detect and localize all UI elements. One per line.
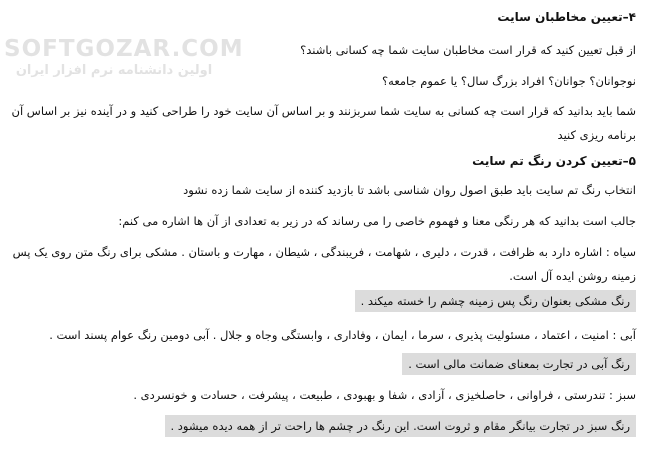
paragraph-color-meanings: جالب است بدانید که هر رنگی معنا و فهموم خاصی را می رساند که در زیر به تعدادی از آن ها اشاره می کنم:: [118, 214, 636, 228]
highlight-black-note-row: [10, 290, 636, 312]
highlight-green-note-row: [10, 415, 636, 437]
paragraph-black-color: سیاه : اشاره دارد به ظرافت ، قدرت ، دلیری ، شهامت ، فریبندگی ، شیطان ، مهارت و باستان . مشکی برای رنگ متن روی یک پس زمینه روشن ایده آل است.: [12, 245, 636, 283]
paragraph-audience-question: از قبل تعیین کنید که قرار است مخاطبان سایت شما چه کسانی باشند؟: [300, 43, 636, 57]
watermark-logo: SOFTGOZAR.COM: [4, 36, 244, 62]
paragraph-color-psychology: انتخاب رنگ تم سایت باید طبق اصول روان شناسی باشد تا بازدید کننده از سایت شما زده نشود: [183, 183, 636, 197]
paragraph-audience-groups: نوجوانان؟ جوانان؟ افراد بزرگ سال؟ یا عموم جامعه؟: [382, 74, 636, 88]
watermark-subtitle: اولین دانشنامه نرم افزار ایران: [15, 63, 213, 78]
paragraph-green-color: سبز : تندرستی ، فراوانی ، حاصلخیزی ، آزادی ، شفا و بهبودی ، طبیعت ، پیشرفت ، حسادت و خونسردی .: [133, 388, 636, 402]
paragraph-audience-planning: شما باید بدانید که قرار است چه کسانی به سایت شما سربزنند و بر اساس آن سایت خود را طراحی کنید و در آینده نیز بر اساس آن برنامه ریزی کنید: [11, 104, 636, 142]
section-heading-audience: ۴–تعیین مخاطبان سایت: [497, 10, 636, 24]
highlight-green-note: رنگ سبز در تجارت بیانگر مقام و ثروت است. این رنگ در چشم ها راحت تر از همه دیده میشود .: [165, 415, 637, 437]
section-heading-theme-color: ۵–تعیین کردن رنگ تم سایت: [472, 154, 636, 168]
paragraph-blue-color: آبی : امنیت ، اعتماد ، مسئولیت پذیری ، سرما ، ایمان ، وفاداری ، وابستگی وجاه و جلال . آبی دومین رنگ عوام پسند است .: [49, 328, 636, 342]
highlight-black-note: رنگ مشکی بعنوان رنگ پس زمینه چشم را خسته میکند .: [355, 290, 636, 312]
highlight-blue-note: رنگ آبی در تجارت بمعنای ضمانت مالی است .: [402, 353, 636, 375]
highlight-blue-note-row: [10, 353, 636, 375]
